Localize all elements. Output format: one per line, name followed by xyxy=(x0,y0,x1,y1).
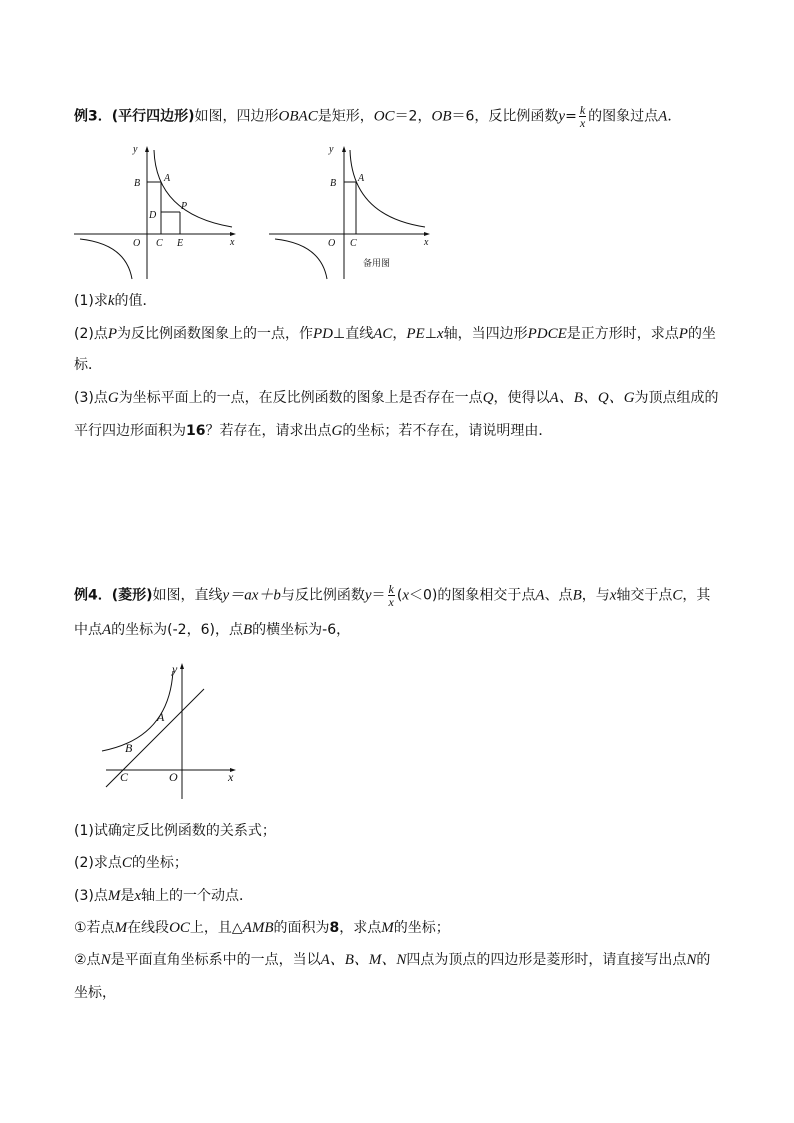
fraction-k-over-x xyxy=(579,104,586,129)
var-ob: OB xyxy=(431,108,452,125)
label-y: y xyxy=(133,144,138,155)
label-x: x xyxy=(424,237,429,248)
text: ＝6，反比例函数 xyxy=(451,108,559,125)
number-8: 8 xyxy=(329,920,340,936)
frac-den: x xyxy=(579,116,586,130)
text: 的坐标； xyxy=(131,855,188,871)
text: 的值． xyxy=(114,293,157,309)
var-amb: AMB xyxy=(242,920,274,936)
var-g: G xyxy=(107,390,119,406)
text: ＝2， xyxy=(394,108,432,125)
label-b: B xyxy=(125,741,133,755)
var-a: A xyxy=(102,622,112,638)
hyperbola-q1 xyxy=(350,150,425,227)
text: ． xyxy=(667,108,682,125)
var-b: B xyxy=(242,622,253,638)
text: 上，且△ xyxy=(189,920,243,936)
example4-statement-cont xyxy=(74,620,350,640)
y-arrow xyxy=(342,146,346,152)
text: = xyxy=(565,108,577,125)
text: ＝ xyxy=(371,587,386,604)
text: 的坐标； xyxy=(393,920,450,936)
text: ①若点 xyxy=(74,920,115,936)
example4-statement xyxy=(74,583,710,608)
text: 平行四边形面积为 xyxy=(74,423,186,439)
text: 是矩形， xyxy=(317,108,374,125)
label-e: E xyxy=(177,238,184,249)
label-c: C xyxy=(120,770,129,784)
label-x: x xyxy=(228,770,234,784)
label-b: B xyxy=(134,178,141,189)
line-equation: y＝ax＋b xyxy=(222,587,281,604)
fraction-k-over-x xyxy=(388,583,395,608)
var-p: P xyxy=(107,326,118,342)
text: ⊥ xyxy=(424,326,437,342)
var-g: G xyxy=(331,423,343,439)
label-a: A xyxy=(164,173,171,184)
example3-tag: (平行四边形) xyxy=(111,108,195,125)
var-b: B xyxy=(572,587,582,604)
var-pe: PE xyxy=(406,326,425,342)
var-obac: OBAC xyxy=(278,108,318,125)
text: 如图，直线 xyxy=(152,587,223,604)
hyperbola-q3 xyxy=(275,239,327,279)
text: 的横坐标为-6， xyxy=(252,622,351,638)
text: 的坐标为(-2，6)，点 xyxy=(111,622,243,638)
text: 与反比例函数 xyxy=(280,587,365,604)
example4-subquestion-2-cont: 坐标， xyxy=(74,985,116,1001)
text: 轴交于点 xyxy=(616,587,673,604)
label-o: O xyxy=(328,238,336,249)
var-m: M xyxy=(114,920,128,936)
hyperbola-q1 xyxy=(154,150,232,227)
text: 轴上的一个动点． xyxy=(141,888,254,904)
text: (2)点 xyxy=(74,326,108,342)
var-pd: PD xyxy=(313,326,334,342)
text: 是平面直角坐标系中的一点，当以 xyxy=(110,952,321,968)
var-m: M xyxy=(107,888,121,904)
text: (2)求点 xyxy=(74,855,122,871)
x-arrow xyxy=(230,232,236,236)
example3-question-3 xyxy=(74,388,719,408)
text: ，使得以 xyxy=(493,390,550,406)
var-x: x xyxy=(609,587,617,604)
example3-figure xyxy=(70,138,245,283)
text: (3)点 xyxy=(74,390,108,406)
label-o: O xyxy=(133,238,141,249)
text: (1)求 xyxy=(74,293,108,309)
var-oc: OC xyxy=(169,920,190,936)
var-y: y xyxy=(558,108,566,125)
text: 轴，当四边形 xyxy=(443,326,528,342)
example4-tag: (菱形) xyxy=(111,587,153,604)
var-a: A xyxy=(535,587,545,604)
text: 在线段 xyxy=(127,920,170,936)
y-arrow xyxy=(145,146,149,152)
var-x: x xyxy=(402,587,410,604)
text: ＜0) xyxy=(409,587,438,604)
example3-label: 例3． xyxy=(74,108,112,125)
var-c: C xyxy=(121,855,132,871)
var-k: k xyxy=(107,293,115,309)
example3-statement xyxy=(74,104,681,129)
example4-figure xyxy=(100,655,250,805)
hyperbola-q3 xyxy=(80,239,132,279)
var-ac: AC xyxy=(373,326,393,342)
var-x: x xyxy=(436,326,444,342)
var-n: N xyxy=(686,952,697,968)
label-p: P xyxy=(181,201,188,212)
text: ，其 xyxy=(682,587,711,604)
example3-question-1 xyxy=(74,291,157,311)
text: 为顶点组成的 xyxy=(634,390,719,406)
text: 四点为顶点的四边形是菱形时，请直接写出点 xyxy=(406,952,687,968)
text: ， xyxy=(392,326,407,342)
text: ，求点 xyxy=(339,920,382,936)
example3-question-3-cont xyxy=(74,421,552,441)
var-list: A、B、Q、G xyxy=(549,390,635,406)
text: 中点 xyxy=(74,622,102,638)
example4-subquestion-2 xyxy=(74,950,710,970)
text: ，与 xyxy=(581,587,610,604)
frac-num: k xyxy=(579,103,586,117)
var-x: x xyxy=(134,888,142,904)
text: ②点 xyxy=(74,952,101,968)
var-m: M xyxy=(381,920,394,936)
label-c: C xyxy=(350,238,357,249)
example3-spare-figure xyxy=(265,138,440,283)
example4-question-2 xyxy=(74,853,188,873)
text: 是正方形时，求点 xyxy=(566,326,679,342)
var-oc: OC xyxy=(373,108,395,125)
var-y: y xyxy=(364,587,372,604)
var-c: C xyxy=(672,587,683,604)
text: 的图象相交于点 xyxy=(437,587,536,604)
example3-question-2 xyxy=(74,324,716,344)
label-a: A xyxy=(157,710,165,724)
var-a: A xyxy=(658,108,668,125)
text: (3)点 xyxy=(74,888,108,904)
example4-subquestion-1 xyxy=(74,918,450,938)
text: 的图象过点 xyxy=(588,108,659,125)
frac-den: x xyxy=(388,595,394,609)
text: 如图，四边形 xyxy=(194,108,279,125)
text: 是 xyxy=(120,888,135,904)
var-q: Q xyxy=(482,390,494,406)
text: 为坐标平面上的一点，在反比例函数的图象上是否存在一点 xyxy=(118,390,483,406)
label-y: y xyxy=(172,662,178,676)
text: 的坐标；若不存在，请说明理由． xyxy=(342,423,553,439)
y-arrow xyxy=(180,663,184,669)
text: 的 xyxy=(696,952,711,968)
var-list: A、B、M、N xyxy=(320,952,407,968)
text: 、点 xyxy=(544,587,573,604)
var-n: N xyxy=(100,952,111,968)
example4-label: 例4． xyxy=(74,587,112,604)
frac-num: k xyxy=(388,582,394,596)
label-a: A xyxy=(358,173,365,184)
text: ⊥直线 xyxy=(333,326,374,342)
number-16: 16 xyxy=(186,423,206,439)
label-d: D xyxy=(149,210,157,221)
text: 的面积为 xyxy=(273,920,330,936)
text: 的坐 xyxy=(687,326,716,342)
var-pdce: PDCE xyxy=(527,326,567,342)
label-o: O xyxy=(169,770,178,784)
label-c: C xyxy=(156,238,163,249)
text: ( xyxy=(396,587,403,604)
var-p: P xyxy=(678,326,688,342)
example4-question-3 xyxy=(74,886,253,906)
example4-question-1: (1)试确定反比例函数的关系式； xyxy=(74,823,276,839)
figure-caption: 备用图 xyxy=(363,259,391,269)
text: ？若存在，请求出点 xyxy=(205,423,332,439)
text: 为反比例函数图象上的一点，作 xyxy=(117,326,314,342)
example3-question-2-cont: 标． xyxy=(74,357,102,373)
label-x: x xyxy=(230,237,235,248)
label-y: y xyxy=(329,144,334,155)
x-arrow xyxy=(424,232,430,236)
label-b: B xyxy=(330,178,337,189)
